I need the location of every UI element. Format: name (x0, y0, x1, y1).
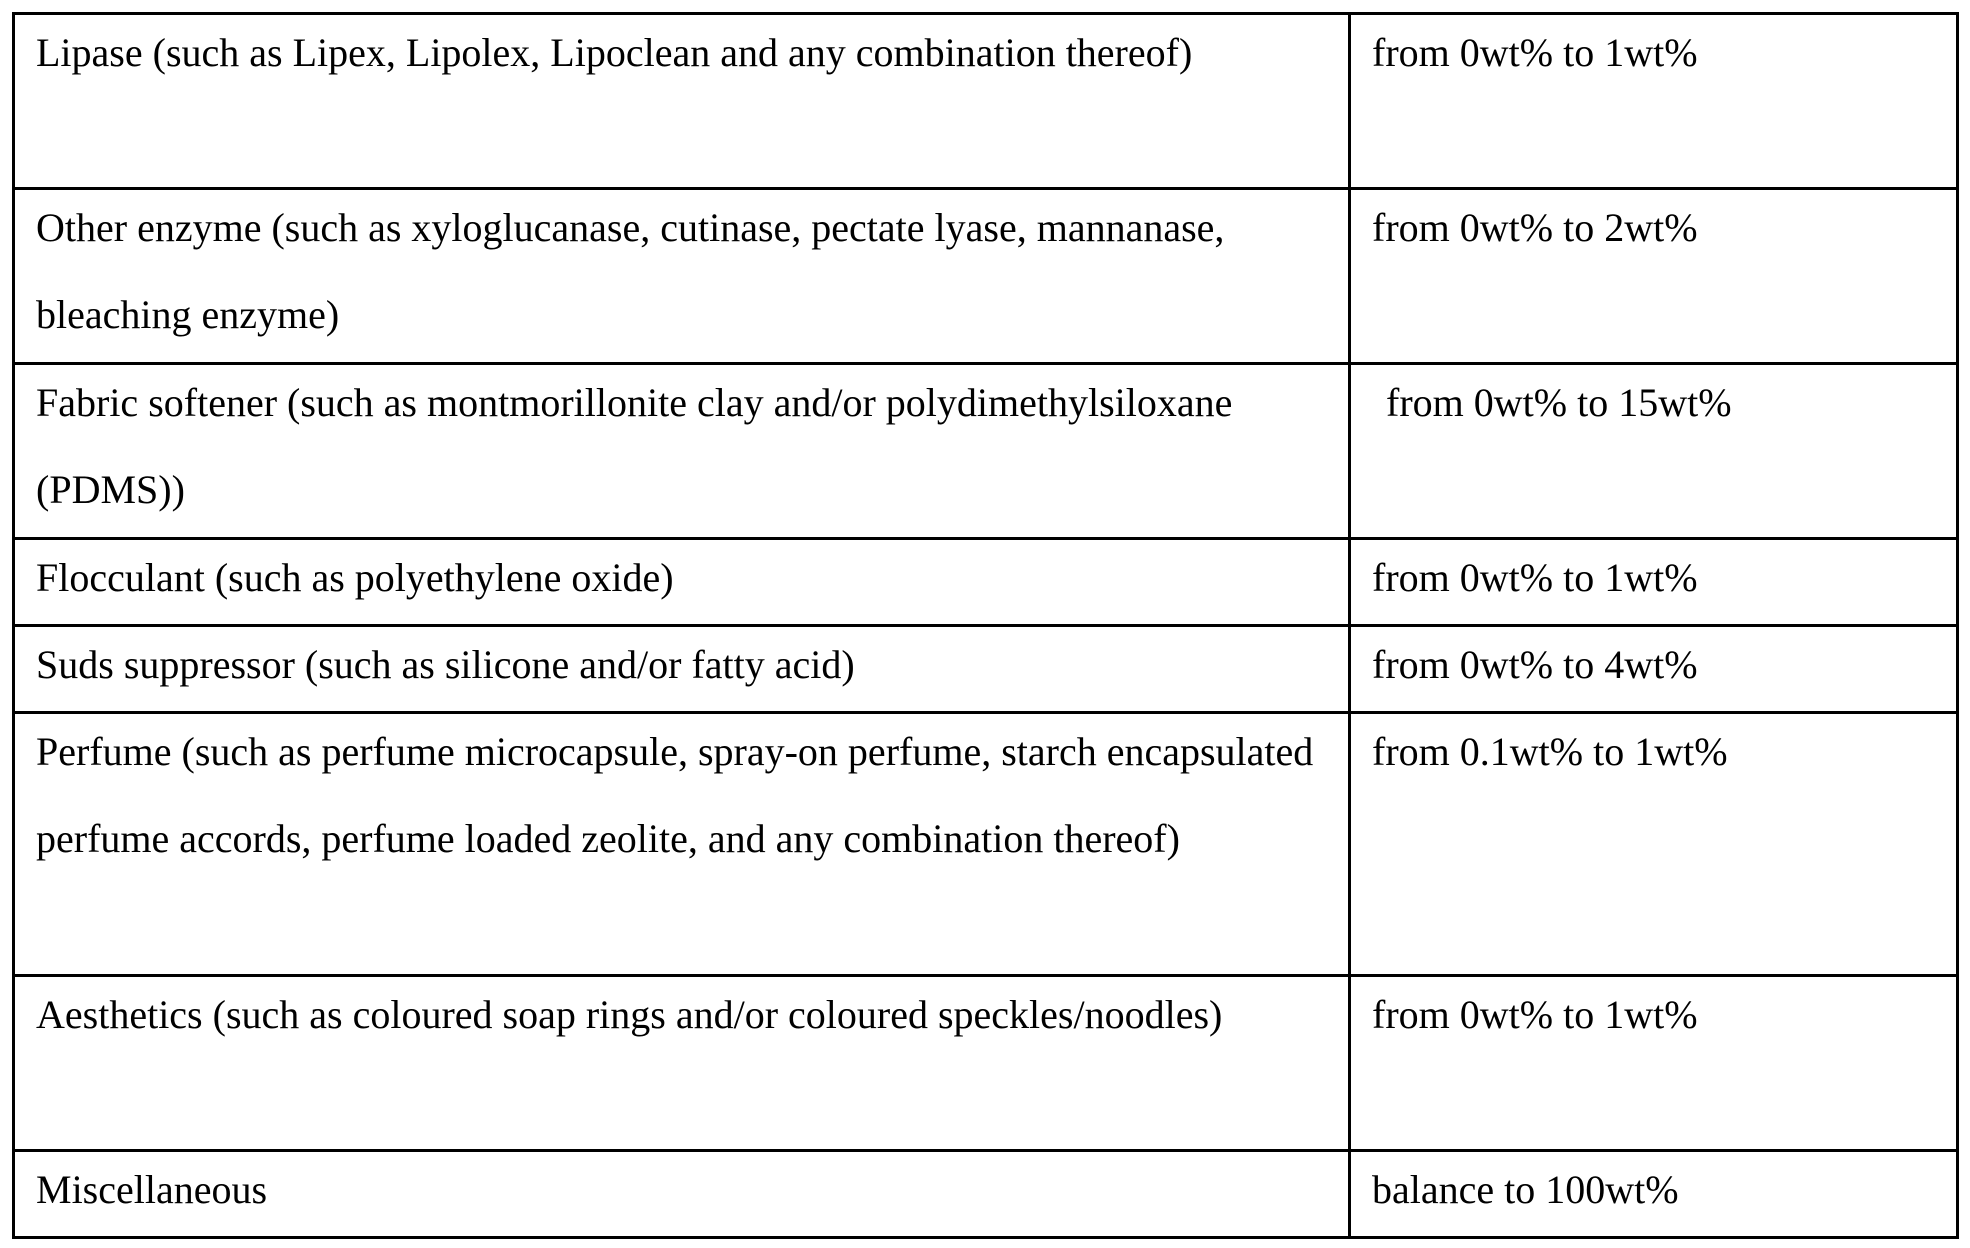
table-row (14, 364, 1958, 539)
table-row (14, 976, 1958, 1151)
ingredient-cell (14, 1151, 1350, 1238)
ingredient-text: Other enzyme (such as xyloglucanase, cutinase, pectate lyase, mannanase, bleaching enzyme) (36, 205, 1225, 337)
ingredient-cell (14, 364, 1350, 539)
amount-text: from 0wt% to 1wt% (1372, 992, 1698, 1037)
ingredient-cell (14, 14, 1350, 189)
table-row (14, 1151, 1958, 1238)
amount-text: from 0wt% to 4wt% (1372, 642, 1698, 687)
amount-cell (1350, 1151, 1958, 1238)
amount-cell (1350, 539, 1958, 626)
table-row (14, 14, 1958, 189)
amount-text: from 0wt% to 1wt% (1372, 30, 1698, 75)
composition-table (12, 12, 1959, 1239)
ingredient-cell (14, 539, 1350, 626)
table-row (14, 713, 1958, 976)
amount-text: balance to 100wt% (1372, 1167, 1679, 1212)
ingredient-cell (14, 713, 1350, 976)
ingredient-text: Aesthetics (such as coloured soap rings and/or coloured speckles/noodles) (36, 992, 1223, 1037)
amount-cell (1350, 626, 1958, 713)
table-row (14, 189, 1958, 364)
amount-cell (1350, 364, 1958, 539)
ingredient-text: Perfume (such as perfume microcapsule, spray-on perfume, starch encapsulated perfume accords, perfume loaded zeolite, and any combination thereof) (36, 729, 1314, 861)
table-row (14, 626, 1958, 713)
ingredient-text: Miscellaneous (36, 1167, 268, 1212)
amount-cell (1350, 14, 1958, 189)
ingredient-text: Fabric softener (such as montmorillonite clay and/or polydimethylsiloxane (PDMS)) (36, 380, 1233, 512)
ingredient-text: Lipase (such as Lipex, Lipolex, Lipoclean and any combination thereof) (36, 30, 1193, 75)
ingredient-cell (14, 976, 1350, 1151)
amount-text: from 0wt% to 2wt% (1372, 205, 1698, 250)
table-row (14, 539, 1958, 626)
amount-cell (1350, 713, 1958, 976)
ingredient-text: Suds suppressor (such as silicone and/or fatty acid) (36, 642, 855, 687)
amount-cell (1350, 976, 1958, 1151)
amount-text: from 0.1wt% to 1wt% (1372, 729, 1728, 774)
ingredient-cell (14, 189, 1350, 364)
amount-cell (1350, 189, 1958, 364)
amount-text: from 0wt% to 1wt% (1372, 555, 1698, 600)
ingredient-text: Flocculant (such as polyethylene oxide) (36, 555, 674, 600)
ingredient-cell (14, 626, 1350, 713)
amount-text: from 0wt% to 15wt% (1386, 380, 1732, 425)
